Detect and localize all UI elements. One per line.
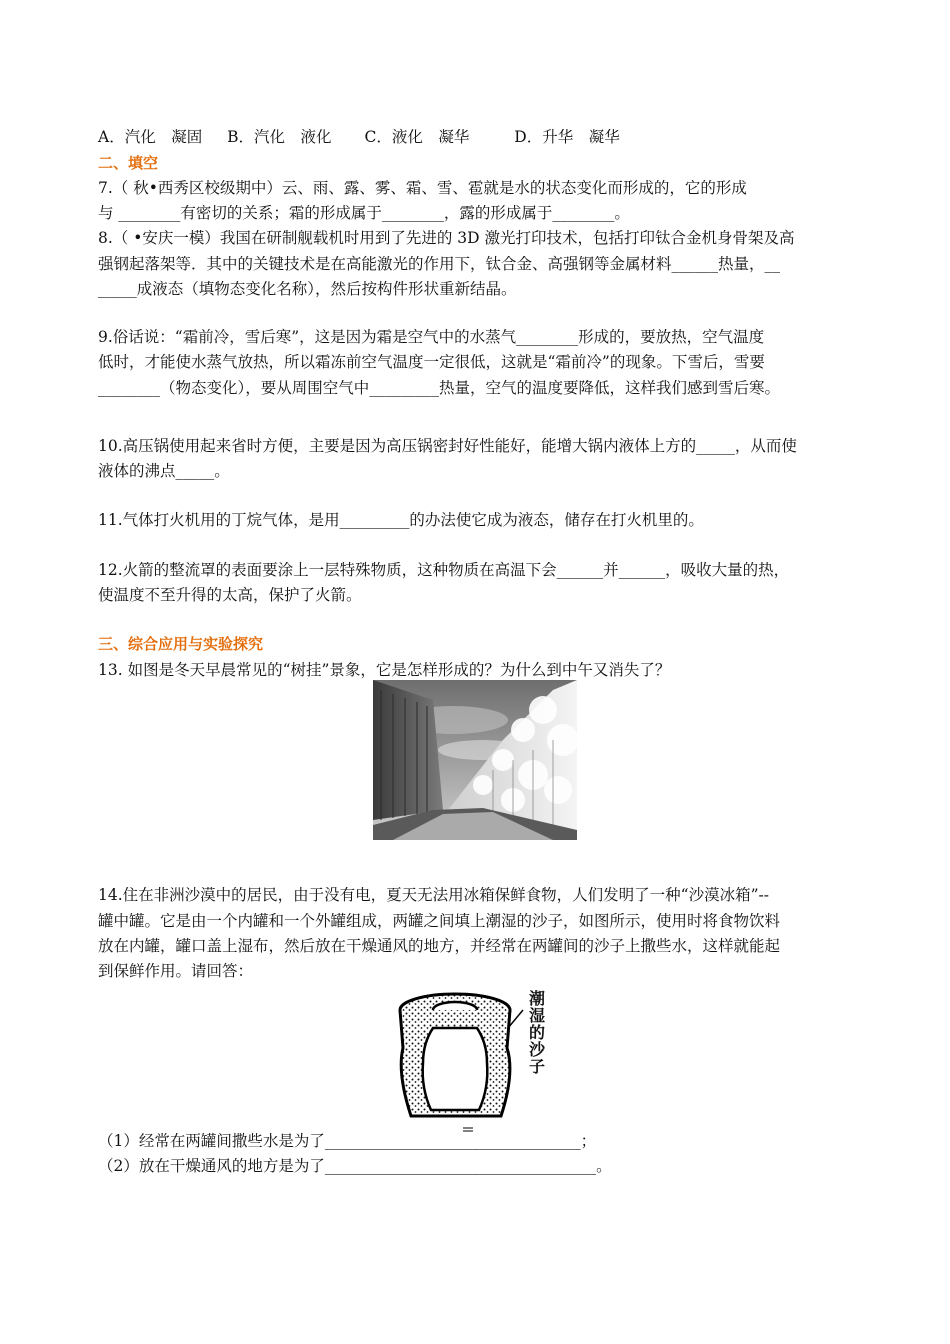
options-line xyxy=(98,127,620,147)
label-char: 子 xyxy=(528,1057,545,1076)
label-char: 的 xyxy=(528,1023,545,1042)
option-d: D．升华 凝华 xyxy=(514,128,620,146)
q14-line3: 放在内罐，罐口盖上湿布，然后放在干燥通风的地方，并经常在两罐间的沙子上撒些水，这样就能起 xyxy=(98,937,781,955)
section-3-heading: 三、综合应用与实验探究 xyxy=(98,635,264,653)
q9-line1: 9.俗话说：“霜前冷，雪后寒”，这是因为霜是空气中的水蒸气________形成的，要放热，空气温度 xyxy=(98,328,765,346)
q12-line2: 使温度不至升得的太高，保护了火箭。 xyxy=(98,586,362,604)
q14-line2: 罐中罐。它是由一个内罐和一个外罐组成，两罐之间填上潮湿的沙子，如图所示，使用时将食物饮料 xyxy=(98,912,781,930)
q8-line2: 强钢起落架等．其中的关键技术是在高能激光的作用下，钛合金、高强钢等金属材料______热量，__ xyxy=(98,255,781,273)
pot-in-pot-diagram xyxy=(393,988,563,1133)
q10-line1: 10.高压锅使用起来省时方便，主要是因为高压锅密封好性能好，能增大锅内液体上方的_____，从而使 xyxy=(98,437,797,455)
q10-line2: 液体的沸点_____。 xyxy=(98,462,230,480)
q9-line3: ________（物态变化），要从周围空气中_________热量，空气的温度要降低，这样我们感到雪后寒。 xyxy=(98,379,781,397)
q14-line4: 到保鲜作用。请回答： xyxy=(98,962,254,980)
q13-line1: 13. 如图是冬天早晨常见的“树挂”景象，它是怎样形成的？为什么到中午又消失了？ xyxy=(98,661,671,679)
q12-line1: 12.火箭的整流罩的表面要涂上一层特殊物质，这种物质在高温下会______并______，吸收大量的热， xyxy=(98,561,790,579)
q14-sub1: （1）经常在两罐间撒些水是为了_________________________________； xyxy=(98,1132,597,1150)
label-char: 湿 xyxy=(528,1006,545,1025)
section-2-heading: 二、填空 xyxy=(98,154,159,172)
q7-line1: 7.（ 秋•西秀区校级期中）云、雨、露、雾、霜、雪、雹就是水的状态变化而形成的，它的形成 xyxy=(98,179,747,197)
wet-sand-label xyxy=(527,990,547,1075)
label-char: 潮 xyxy=(528,989,545,1008)
rime-trees-photo xyxy=(373,680,577,840)
q8-line3: _____成液态（填物态变化名称），然后按构件形状重新结晶。 xyxy=(98,280,517,298)
q8-line1: 8.（ •安庆一模）我国在研制舰载机时用到了先进的 3D 激光打印技术，包括打印钛合金机身骨架及高 xyxy=(98,229,795,247)
q14-line1: 14.住在非洲沙漠中的居民，由于没有电，夏天无法用冰箱保鲜食物，人们发明了一种“沙漠冰箱”-- xyxy=(98,886,769,904)
q9-line2: 低时，才能使水蒸气放热，所以霜冻前空气温度一定很低，这就是“霜前冷”的现象。下雪后，雪要 xyxy=(98,353,765,371)
q7-line2: 与 ________有密切的关系；霜的形成属于________，露的形成属于________。 xyxy=(98,204,630,222)
q14-sub2: （2）放在干燥通风的地方是为了___________________________________。 xyxy=(98,1157,612,1175)
option-c: C．液化 凝华 xyxy=(364,128,470,146)
q11-line1: 11.气体打火机用的丁烷气体，是用_________的办法使它成为液态，储存在打火机里的。 xyxy=(98,511,704,529)
option-b: B．汽化 液化 xyxy=(227,128,332,146)
label-char: 沙 xyxy=(528,1040,545,1059)
option-a: A．汽化 凝固 xyxy=(98,128,203,146)
